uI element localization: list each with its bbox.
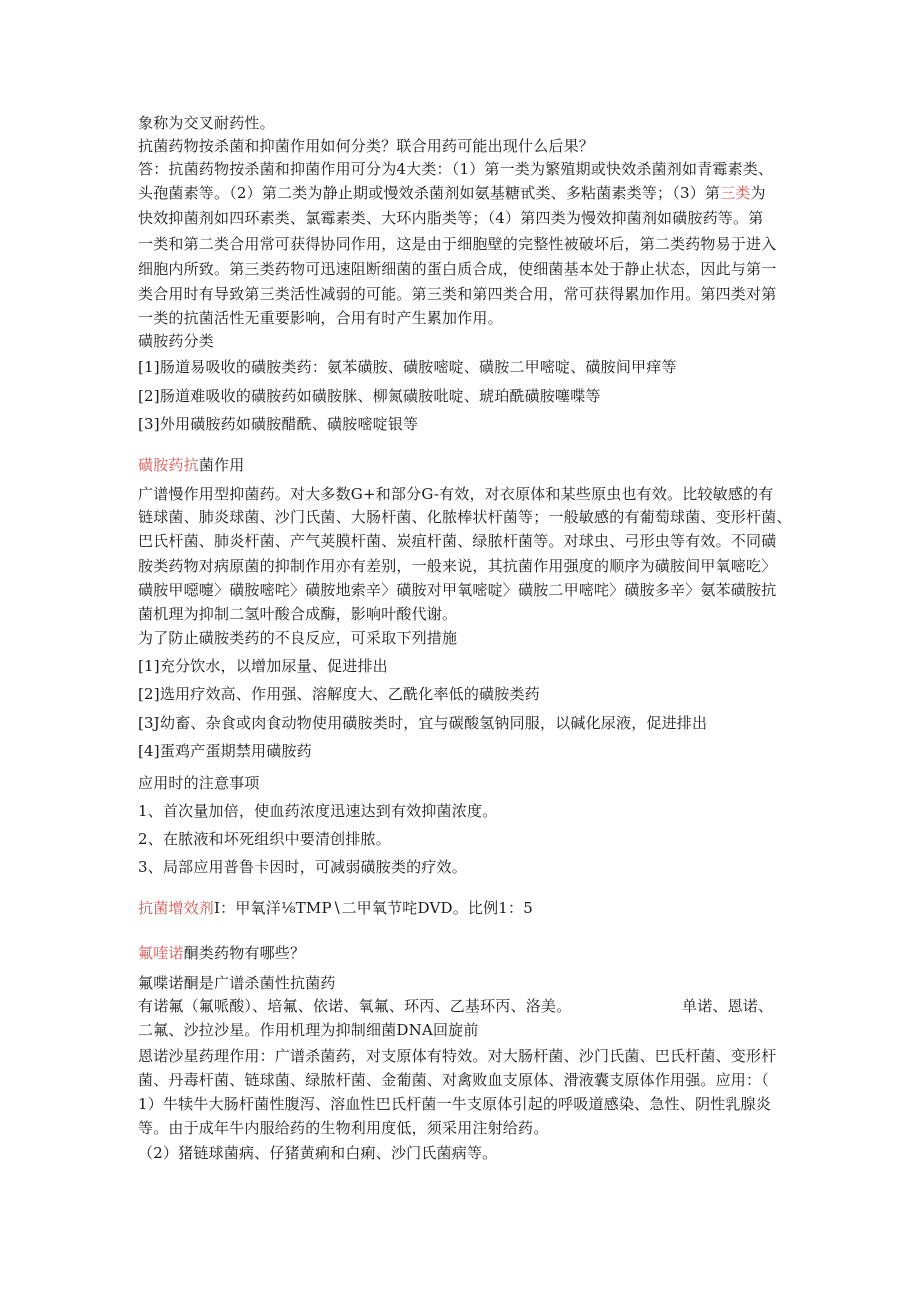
fluoroquinolone-line-3: 二氟、沙拉沙星。作用机理为抑制细菌DNA回旋前 <box>138 1021 479 1039</box>
spectrum-line-2: 链球菌、肺炎球菌、沙门氏菌、大肠杆菌、化脓棒状杆菌等；一般敏感的有葡萄球菌、变形杆菌、 <box>138 508 792 526</box>
answer-line-1: 答：抗菌药物按杀菌和抑菌作用可分为4大类：（1）第一类为繁殖期或快效杀菌剂如青霉素类、 <box>138 160 774 178</box>
enrofloxacin-line-2: 菌、丹毒杆菌、链球菌、绿脓杆菌、金葡菌、对禽败血支原体、滑液囊支原体作用强。应用：（ <box>138 1071 769 1089</box>
sulfa-classification-2: [2]肠道难吸收的磺胺药如磺胺脒、柳氮磺胺吡啶、琥珀酰磺胺噻喋等 <box>138 387 601 405</box>
spectrum-line-5: 磺胺甲噁嚏〉磺胺嘧咤〉磺胺地索辛〉磺胺对甲氧嘧啶〉磺胺二甲嘧咤〉磺胺多辛〉氨苯磺胺抗 <box>138 581 777 599</box>
prevention-2: [2]选用疗效高、作用强、溶解度大、乙酰化率低的磺胺类药 <box>138 685 540 703</box>
answer-line-3: 快效抑菌剂如四环素类、氯霉素类、大环内脂类等；（4）第四类为慢效抑菌剂如磺胺药等。第 <box>138 209 764 227</box>
question-classification: 抗菌药物按杀菌和抑菌作用如何分类？联合用药可能出现什么后果？ <box>138 137 595 155</box>
answer-line-2-highlight: 三类 <box>720 184 751 202</box>
fluoroquinolone-line-2b: 单诺、恩诺、 <box>682 997 774 1015</box>
notes-1: 1、首次量加倍，使血药浓度迅速达到有效抑菌浓度。 <box>138 802 498 820</box>
synergist-heading-rest: I：甲氧洋⅛TMP∖二甲氧节咤DVD。比例1：5 <box>214 899 533 917</box>
enrofloxacin-line-5: （2）猪链球菌病、仔猪黄痢和白痢、沙门氏菌病等。 <box>138 1144 498 1162</box>
enrofloxacin-line-3: 1）牛犊牛大肠杆菌性腹泻、溶血性巴氏杆菌一牛支原体引起的呼吸道感染、急性、阴性乳腺炎 <box>138 1095 771 1113</box>
answer-line-2-text: 头孢菌素等。（2）第二类为静止期或慢效杀菌剂如氨基糖甙类、多粘菌素类等；（3）第 <box>138 184 721 202</box>
answer-line-6: 类合用时有导致第三类活性减弱的可能。第三类和第四类合用，常可获得累加作用。第四类对第 <box>138 285 777 303</box>
notes-2: 2、在脓液和坏死组织中要清创排脓。 <box>138 830 391 848</box>
answer-line-4: 一类和第二类合用常可获得协同作用，这是由于细胞壁的完整性被破坏后，第二类药物易于进入 <box>138 235 777 253</box>
answer-line-2 <box>138 183 766 203</box>
fluoroquinolone-line-2a: 有诺氟（氟哌酸）、培氟、依诺、氧氟、环丙、乙基环丙、洛美。 <box>138 997 572 1015</box>
spectrum-line-1: 广谱慢作用型抑菌药。对大多数G+和部分G-有效，对衣原体和某些原虫也有效。比较敏感的有 <box>138 485 774 503</box>
sulfa-action-heading <box>138 455 244 475</box>
sulfa-classification-1: [1]肠道易吸收的磺胺类药：氨苯磺胺、磺胺嘧啶、磺胺二甲嘧啶、磺胺间甲痒等 <box>138 358 677 376</box>
intro-line: 象称为交叉耐药性。 <box>138 114 275 132</box>
prevention-1: [1]充分饮水，以增加尿量、促进排出 <box>138 657 388 675</box>
sulfa-classification-title: 磺胺药分类 <box>138 332 215 350</box>
synergist-heading <box>138 898 533 918</box>
notes-3: 3、局部应用普鲁卡因时，可减弱磺胺类的疗效。 <box>138 858 467 876</box>
spectrum-line-3: 巴氏杆菌、肺炎杆菌、产气荚膜杆菌、炭疽杆菌、绿脓杆菌等。对球虫、弓形虫等有效。不同磺 <box>138 532 777 550</box>
spectrum-line-6: 菌机理为抑制二氢叶酸合成酶，影响叶酸代谢。 <box>138 605 458 623</box>
fluoroquinolone-heading-red: 氟喹诺 <box>138 944 184 962</box>
fluoroquinolone-line-1: 氟喋诺酮是广谱杀菌性抗菌药 <box>138 974 336 992</box>
prevention-3: [3J幼畜、杂食或肉食动物使用磺胺类时，宜与碳酸氢钠同服，以碱化尿液，促进排出 <box>138 714 708 732</box>
prevention-4: [4]蛋鸡产蛋期禁用磺胺药 <box>138 742 312 760</box>
fluoroquinolone-heading <box>138 943 305 963</box>
sulfa-action-heading-red: 磺胺药抗 <box>138 456 199 474</box>
sulfa-action-heading-rest: 菌作用 <box>198 456 245 474</box>
answer-line-2-end: 为 <box>750 184 766 202</box>
enrofloxacin-line-1: 恩诺沙星药理作用：广谱杀菌药，对支原体有特效。对大肠杆菌、沙门氏菌、巴氏杆菌、变形杆 <box>138 1047 777 1065</box>
synergist-heading-red: 抗菌增效剂 <box>138 899 215 917</box>
enrofloxacin-line-4: 等。由于成年牛内服给药的生物利用度低，须采用注射给药。 <box>138 1119 549 1137</box>
spectrum-line-4: 胺类药物对病原菌的抑制作用亦有差别，一般来说，其抗菌作用强度的顺序为磺胺间甲氧嘧吃〉 <box>138 557 777 575</box>
sulfa-classification-3: [3]外用磺胺药如磺胺醋酰、磺胺嘧啶银等 <box>138 415 419 433</box>
fluoroquinolone-heading-rest: 酮类药物有哪些？ <box>183 944 306 962</box>
prevention-title: 为了防止磺胺类药的不良反应，可采取下列措施 <box>138 629 458 647</box>
answer-line-7: 一类的抗菌活性无重要影响，合用有时产生累加作用。 <box>138 309 503 327</box>
answer-line-5: 细胞内所致。第三类药物可迅速阻断细菌的蛋白质合成，使细菌基本处于静止状态，因此与第一 <box>138 260 777 278</box>
notes-title: 应用时的注意事项 <box>138 774 260 792</box>
